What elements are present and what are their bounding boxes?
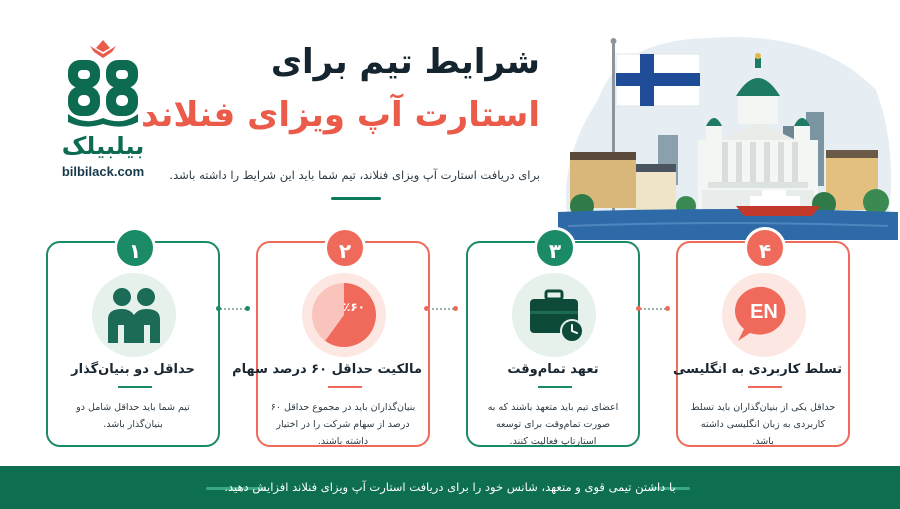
card-text: حداقل یکی از بنیان‌گذاران باید تسلط کاربردی به زبان انگلیسی داشته باشد.: [690, 402, 836, 447]
card-text: بنیان‌گذاران باید در مجموع حداقل ۶۰ درصد از سهام شرکت را در اختیار داشته باشند.: [270, 402, 416, 447]
briefcase-clock-icon: [512, 273, 596, 357]
card-text: اعضای تیم باید متعهد باشند که به صورت تمام‌وقت برای توسعه استارتاپ فعالیت کنند.: [487, 402, 619, 447]
footer-text: با داشتن تیمی قوی و متعهد، شانس خود را برای دریافت استارت آپ ویزای فنلاند افزایش دهید.: [224, 480, 676, 494]
pie-chart-icon: [302, 273, 386, 357]
page-title-line1: شرایط تیم برای: [270, 42, 540, 82]
card-divider: [118, 386, 152, 388]
connector-dots: [640, 308, 666, 310]
card-title: مالکیت حداقل ۶۰ درصد سهام: [232, 362, 422, 377]
step-number: ۴: [744, 227, 786, 269]
brand-name: بیلبیلک: [61, 132, 145, 160]
card-shares: [232, 239, 430, 447]
footer-bar: [0, 466, 900, 509]
step-number: ۳: [534, 227, 576, 269]
card-english: [672, 239, 850, 447]
brand-url[interactable]: bilbilack.com: [61, 164, 145, 179]
connector-dots: [220, 308, 246, 310]
title-divider: [331, 197, 381, 200]
two-people-icon: [92, 273, 176, 357]
card-divider: [538, 386, 572, 388]
bubble-label: EN: [750, 301, 778, 323]
page-subtitle: برای دریافت استارت آپ ویزای فنلاند، تیم شما باید این شرایط را داشته باشد.: [169, 168, 540, 182]
page-title-line2: استارت آپ ویزای فنلاند: [140, 95, 540, 135]
card-text: تیم شما باید حداقل شامل دو بنیان‌گذار باشد.: [76, 402, 190, 430]
pie-label: ٪۶۰: [343, 300, 365, 314]
step-number: ۱: [114, 227, 156, 269]
card-divider: [328, 386, 362, 388]
book-logo-icon: [60, 38, 146, 130]
card-divider: [748, 386, 782, 388]
card-title: تسلط کاربردی به انگلیسی: [672, 362, 842, 377]
card-founders: [46, 241, 220, 447]
helsinki-illustration: [558, 30, 898, 240]
card-full-time: [466, 241, 640, 447]
step-number: ۲: [324, 227, 366, 269]
connector-dots: [428, 308, 454, 310]
card-title: تعهد تمام‌وقت: [507, 362, 599, 377]
card-title: حداقل دو بنیان‌گذار: [71, 362, 195, 377]
speech-bubble-icon: [722, 273, 806, 357]
